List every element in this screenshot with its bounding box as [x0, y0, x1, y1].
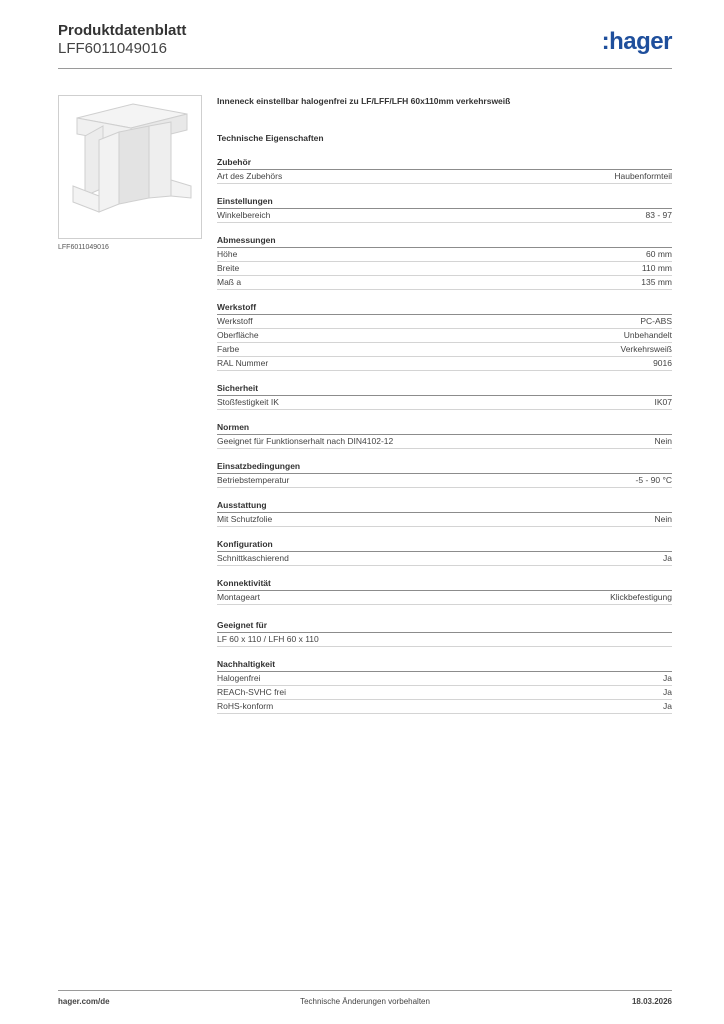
property-label: RoHS-konform — [217, 701, 274, 711]
technical-properties-heading: Technische Eigenschaften — [217, 133, 324, 143]
property-row — [217, 686, 672, 700]
image-caption: LFF6011049016 — [58, 244, 109, 251]
property-label: Farbe — [217, 344, 240, 354]
property-value: Nein — [654, 436, 672, 446]
property-row — [217, 343, 672, 357]
property-label: REACh-SVHC frei — [217, 687, 286, 697]
property-row — [217, 170, 672, 184]
section-sicherheit — [217, 382, 672, 410]
property-label: RAL Nummer — [217, 358, 269, 368]
logo-colon-icon: : — [601, 28, 610, 55]
spacer — [217, 108, 672, 131]
document-number: LFF6011049016 — [58, 40, 167, 57]
property-value: Ja — [663, 701, 672, 711]
section-einsatzbedingungen — [217, 460, 672, 488]
property-label: Montageart — [217, 592, 260, 602]
section-konnektivitaet — [217, 577, 672, 605]
property-label: Schnittkaschierend — [217, 553, 289, 563]
property-row — [217, 474, 672, 488]
section-heading: Geeignet für — [217, 619, 672, 633]
property-row — [217, 276, 672, 290]
property-label: Werkstoff — [217, 316, 253, 326]
section-heading: Einstellungen — [217, 195, 672, 209]
property-row — [217, 633, 672, 647]
datasheet-content — [217, 94, 672, 725]
property-value: 110 mm — [641, 263, 672, 273]
property-value: Unbehandelt — [623, 330, 672, 340]
property-value: Ja — [663, 673, 672, 683]
property-row — [217, 591, 672, 605]
section-heading: Abmessungen — [217, 234, 672, 248]
section-heading: Zubehör — [217, 156, 672, 170]
property-row — [217, 552, 672, 566]
section-heading: Konnektivität — [217, 577, 672, 591]
property-value: Ja — [663, 687, 672, 697]
property-row — [217, 435, 672, 449]
property-value: 135 mm — [641, 277, 672, 287]
property-value: PC-ABS — [640, 316, 672, 326]
section-heading: Konfiguration — [217, 538, 672, 552]
property-row — [217, 357, 672, 371]
property-label: Art des Zubehörs — [217, 171, 283, 181]
document-title: Produktdatenblatt — [58, 22, 187, 39]
section-geeignet-fuer — [217, 619, 672, 647]
hager-logo — [602, 28, 672, 56]
section-heading: Werkstoff — [217, 301, 672, 315]
property-row — [217, 262, 672, 276]
footer-divider — [58, 990, 672, 991]
property-label: Betriebstemperatur — [217, 475, 290, 485]
section-heading: Normen — [217, 421, 672, 435]
property-row — [217, 700, 672, 714]
property-label: Stoßfestigkeit IK — [217, 397, 279, 407]
property-row — [217, 513, 672, 527]
section-werkstoff — [217, 301, 672, 371]
property-value: -5 - 90 °C — [635, 475, 672, 485]
property-value: Ja — [663, 553, 672, 563]
property-label: Maß a — [217, 277, 242, 287]
property-value: Verkehrsweiß — [620, 344, 672, 354]
product-image — [58, 95, 202, 239]
inner-corner-product-icon — [59, 96, 201, 238]
property-label: Höhe — [217, 249, 238, 259]
section-heading: Ausstattung — [217, 499, 672, 513]
section-heading: Einsatzbedingungen — [217, 460, 672, 474]
property-row — [217, 315, 672, 329]
property-sections — [217, 156, 672, 714]
property-value: Nein — [654, 514, 672, 524]
property-label: Breite — [217, 263, 240, 273]
property-label: Oberfläche — [217, 330, 259, 340]
section-konfiguration — [217, 538, 672, 566]
property-label: Mit Schutzfolie — [217, 514, 273, 524]
section-einstellungen — [217, 195, 672, 223]
property-value: 60 mm — [646, 249, 672, 259]
section-nachhaltigkeit — [217, 658, 672, 714]
property-row — [217, 396, 672, 410]
property-label: Geeignet für Funktionserhalt nach DIN4102-12 — [217, 436, 394, 446]
section-heading: Sicherheit — [217, 382, 672, 396]
section-ausstattung — [217, 499, 672, 527]
property-row — [217, 248, 672, 262]
page-header — [58, 22, 672, 68]
property-value: IK07 — [654, 397, 672, 407]
product-title: Inneneck einstellbar halogenfrei zu LF/LFF/LFH 60x110mm verkehrsweiß — [217, 96, 511, 106]
logo-text: hager — [609, 28, 672, 55]
property-value: 9016 — [653, 358, 672, 368]
footer-notice: Technische Änderungen vorbehalten — [300, 997, 430, 1006]
property-label: Halogenfrei — [217, 673, 261, 683]
property-row — [217, 209, 672, 223]
property-label: Winkelbereich — [217, 210, 271, 220]
section-heading: Nachhaltigkeit — [217, 658, 672, 672]
section-abmessungen — [217, 234, 672, 290]
property-value: Klickbefestigung — [610, 592, 672, 602]
footer-date: 18.03.2026 — [631, 997, 672, 1006]
property-value: 83 - 97 — [645, 210, 672, 220]
property-row — [217, 672, 672, 686]
footer-website-link[interactable]: hager.com/de — [58, 997, 110, 1006]
header-divider — [58, 68, 672, 69]
property-value: Haubenformteil — [614, 171, 672, 181]
property-row — [217, 329, 672, 343]
section-normen — [217, 421, 672, 449]
section-zubehoer — [217, 156, 672, 184]
property-label: LF 60 x 110 / LFH 60 x 110 — [217, 634, 319, 644]
